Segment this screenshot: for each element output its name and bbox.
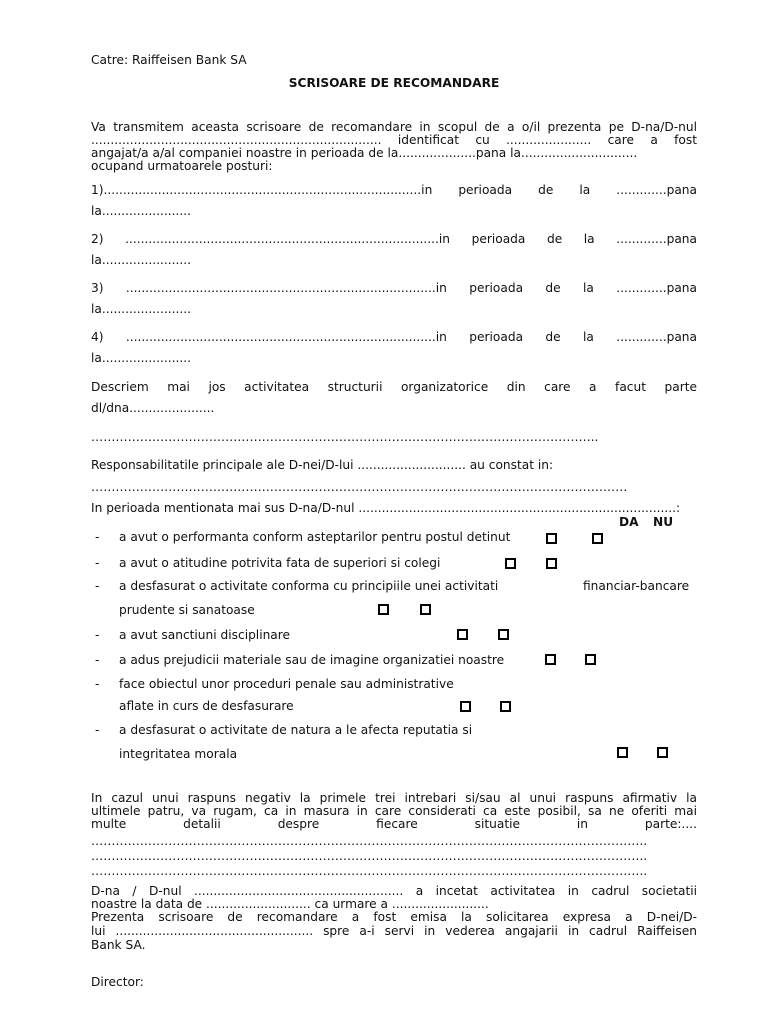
bullet-dash: - — [95, 628, 100, 642]
position-4-line: 4) ................................................................................in perioada de la .............pana — [91, 330, 697, 344]
da-header: DA — [619, 515, 639, 529]
question-3-line-1-end: financiar-bancare — [583, 579, 690, 593]
position-3-line: 3) ................................................................................in perioada de la .............pana — [91, 281, 697, 295]
question-4: a avut sanctiuni disciplinare — [119, 628, 291, 642]
termination-line-4: lui ................................................... spre a-i servi in vederea angajarii in cadrul Raiffeisen — [91, 924, 697, 938]
question-3-line-2: prudente si sanatoase — [119, 603, 255, 617]
details-line-1: ……………………………………………………………………………………………………………………….. — [91, 834, 648, 848]
question-5-nu-checkbox[interactable] — [585, 654, 596, 665]
nu-header: NU — [653, 515, 674, 529]
question-2-nu-checkbox[interactable] — [546, 558, 557, 569]
period-line: In perioada mentionata mai sus D-na/D-nul ..................................................................................: — [91, 501, 681, 515]
closing-line-2: ultimele patru, va rugam, ca in masura in care considerati ca este posibil, sa ne oferiti mai — [91, 804, 697, 818]
question-7-nu-checkbox[interactable] — [657, 747, 668, 758]
position-2-continuation: la....................... — [91, 253, 191, 267]
position-1-continuation: la....................... — [91, 204, 191, 218]
question-5: a adus prejudicii materiale sau de imagine organizatiei noastre — [119, 653, 505, 667]
question-4-da-checkbox[interactable] — [457, 629, 468, 640]
question-7-da-checkbox[interactable] — [617, 747, 628, 758]
document-title: SCRISOARE DE RECOMANDARE — [288, 76, 500, 90]
structure-line-3: …………………………………………………………………………………………………………….. — [91, 430, 599, 444]
question-3-line-1: a desfasurat o activitate conforma cu principiile unei activitati — [119, 579, 499, 593]
bullet-dash: - — [95, 579, 100, 593]
termination-line-3: Prezenta scrisoare de recomandare a fost emisa la solicitarea expresa a D-nei/D- — [91, 910, 697, 924]
question-6-nu-checkbox[interactable] — [500, 701, 511, 712]
bullet-dash: - — [95, 530, 100, 544]
position-3-continuation: la....................... — [91, 302, 191, 316]
closing-line-3: multe detalii despre fiecare situatie in parte:.... — [91, 817, 697, 831]
bullet-dash: - — [95, 723, 100, 737]
question-2: a avut o atitudine potrivita fata de superiori si colegi — [119, 556, 441, 570]
details-line-2: ……………………………………………………………………………………………………………………….. — [91, 849, 648, 863]
question-5-da-checkbox[interactable] — [545, 654, 556, 665]
question-2-da-checkbox[interactable] — [505, 558, 516, 569]
question-6-line-2: aflate in curs de desfasurare — [119, 699, 294, 713]
question-4-nu-checkbox[interactable] — [498, 629, 509, 640]
question-1-da-checkbox[interactable] — [546, 533, 557, 544]
bullet-dash: - — [95, 677, 100, 691]
question-6-da-checkbox[interactable] — [460, 701, 471, 712]
question-7-line-2: integritatea morala — [119, 747, 238, 761]
position-4-continuation: la....................... — [91, 351, 191, 365]
question-7-line-1: a desfasurat o activitate de natura a le afecta reputatia si — [119, 723, 473, 737]
closing-line-1: In cazul unui raspuns negativ la primele trei intrebari si/sau al unui raspuns afirmativ la — [91, 791, 697, 805]
structure-line-1: Descriem mai jos activitatea structurii organizatorice din care a facut parte — [91, 380, 697, 394]
termination-line-2: noastre la data de ........................... ca urmare a ......................... — [91, 897, 489, 911]
details-line-3: ……………………………………………………………………………………………………………………….. — [91, 864, 648, 878]
termination-line-5: Bank SA. — [91, 938, 146, 952]
position-2-line: 2) .................................................................................in perioada de la .............pana — [91, 232, 697, 246]
question-3-nu-checkbox[interactable] — [420, 604, 431, 615]
structure-line-2: dl/dna...................... — [91, 401, 215, 415]
bullet-dash: - — [95, 653, 100, 667]
question-1: a avut o performanta conform asteptarilor pentru postul detinut — [119, 530, 511, 544]
responsibilities-line-1: Responsabilitatile principale ale D-nei/D-lui ............................ au constat in: — [91, 458, 554, 472]
recipient-line: Catre: Raiffeisen Bank SA — [91, 53, 247, 67]
question-3-da-checkbox[interactable] — [378, 604, 389, 615]
signature-director: Director: — [91, 975, 144, 989]
position-1-line: 1)..................................................................................in perioada de la .............pana — [91, 183, 697, 197]
responsibilities-line-2: …………………………………………………………………………………………………………………… — [91, 480, 628, 494]
termination-line-1: D-na / D-nul ...................................................... a incetat activitatea in cadrul societatii — [91, 884, 697, 898]
intro-line-1: Va transmitem aceasta scrisoare de recomandare in scopul de a o/il prezenta pe D-na/D-nul — [91, 120, 697, 134]
question-1-nu-checkbox[interactable] — [592, 533, 603, 544]
intro-line-4: ocupand urmatoarele posturi: — [91, 159, 273, 173]
bullet-dash: - — [95, 556, 100, 570]
intro-line-2: ........................................................................... identificat cu ...................... care a fost — [91, 133, 697, 147]
question-6-line-1: face obiectul unor proceduri penale sau administrative — [119, 677, 454, 691]
intro-line-3: angajat/a a/al companiei noastre in perioada de la....................pana la.............................. — [91, 146, 638, 160]
